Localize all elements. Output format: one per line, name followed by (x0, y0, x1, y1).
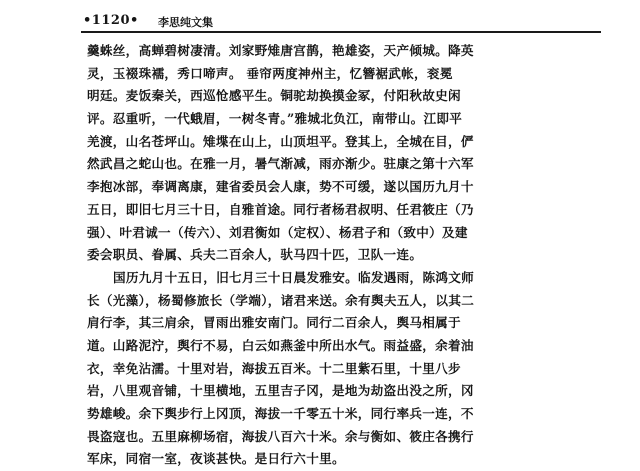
text-line: 五日，即旧七月三十日，自雅首途。同行者杨君叔明、任君筱庄（乃 (87, 201, 474, 217)
paragraph-start-line: 国历九月十五日，旧七月三十日晨发雅安。临发遇雨，陈鸿文师 (113, 269, 475, 285)
text-line: 道。山路泥泞，舆行不易，白云如燕釜中所出水气。雨益盛，余着油 (87, 337, 474, 353)
text-line: 肩行李，其三肩余，冒雨出雅安南门。同行二百余人，舆马相属于 (87, 315, 461, 331)
header-rule (81, 31, 601, 33)
body-text (87, 40, 607, 471)
running-title: 李思纯文集 (158, 16, 213, 29)
text-line: 军床，同宿一室，夜谈甚快。是日行六十里。 (87, 451, 345, 467)
text-line: 评。忍重听，一代蛾眉，一树冬青。”雅城北负江，南带山。江即平 (87, 111, 463, 127)
text-line: 长（光藻），杨蜀修旅长（学端），诸君来送。余有舆夫五人，以其二 (87, 292, 475, 308)
text-line: 明廷。麦饭秦关，西巡怆感平生。铜驼劫换摸金冢，付阳秋故史闲 (87, 88, 461, 104)
text-line: 势雄峻。余下舆步行上冈顶，海拔一千零五十米，同行率兵一连，不 (87, 406, 474, 421)
text-line: 羹蛛丝，高蝉碧树凄清。刘家野雉唐宫鹊，艳雄姿，天产倾城。降英 (87, 43, 474, 58)
text-line: 委会职员、眷属、兵夫二百余人，驮马四十匹，卫队一连。 (87, 247, 423, 263)
text-line: 李抱冰部，奉调离康，建省委员会人康，势不可缓，遂以国历九月十 (87, 179, 474, 195)
text-line: 羌渡，山名苍坪山。雉堞在山上，山顶坦平。登其上，全城在目，俨 (87, 133, 474, 149)
text-line: 畏盗寇也。五里麻柳场宿，海拔八百六十米。余与衡如、筱庄各携行 (87, 428, 474, 444)
page-number: •1120• (83, 13, 139, 28)
text-line: 岩，八里观音铺，十里横地，五里吉子冈，是地为劫盗出没之所，冈 (87, 383, 474, 399)
page-header (81, 10, 601, 32)
text-line: 衣，幸免沾濡。十里对岩，海拔五百米。十二里紫石里，十里八步 (87, 360, 461, 376)
text-line: 强）、叶君诚一（传六）、刘君衡如（定权）、杨君子和（致中）及建 (87, 224, 468, 240)
text-line: 然武昌之蛇山也。在雅一月，暑气渐减，雨亦渐少。驻康之第十六军 (87, 156, 474, 172)
text-line: 灵，玉裰珠襦，秀口啼声。 垂帘两度神州主，忆簪裾武帐，衮冕 (87, 65, 453, 81)
